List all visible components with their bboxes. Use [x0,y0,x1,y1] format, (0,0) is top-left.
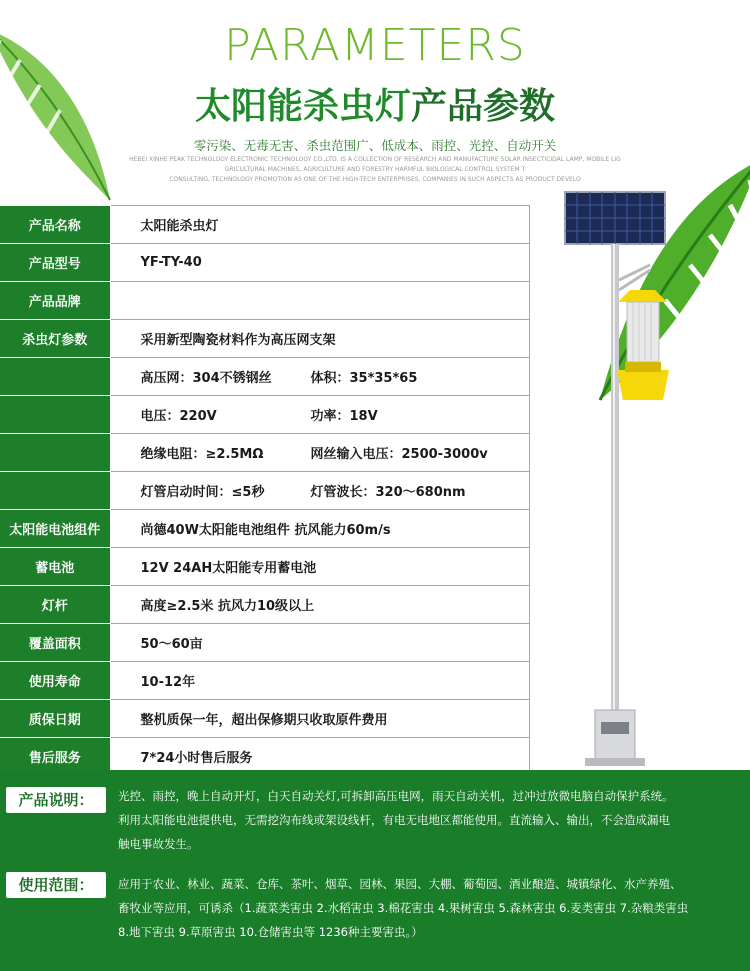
row-value-a: 灯管启动时间：≤5秒 [140,485,265,500]
row-value [110,358,530,396]
row-value: YF-TY-40 [110,244,530,282]
row-key: 杀虫灯参数 [0,320,110,358]
usage-line: 应用于农业、林业、蔬菜、仓库、茶叶、烟草、园林、果园、大棚、葡萄园、酒业酿造、城镇绿化、水产养殖、 [118,877,682,891]
row-key: 质保日期 [0,700,110,738]
header [0,0,750,200]
description-line: 光控、雨控，晚上自动开灯，白天自动关灯,可拆卸高压电网，雨天自动关机，过冲过放微电脑自动保护系统。 [118,789,674,803]
table-row [0,662,530,700]
fine-print-line-3: CONSULTING, TECHNOLOGY PROMOTION AS ONE OF THE HIGH-TECH ENTERPRISES, COMPANIES IN SUCH ASPECTS AS PRODUCT DEVELO [169,176,581,183]
usage-label: 使用范围： [6,872,106,898]
row-value: 整机质保一年，超出保修期只收取原件费用 [110,700,530,738]
row-value-a: 绝缘电阻：≥2.5MΩ [140,447,264,462]
description-line: 利用太阳能电池提供电，无需挖沟布线或架设线杆，有电无电地区都能使用。直流输入、输出，不会造成漏电 [118,813,670,827]
table-row [0,548,530,586]
row-value-b: 体积：35*35*65 [310,371,418,386]
row-key: 售后服务 [0,738,110,776]
title-chinese [0,78,750,129]
row-value: 太阳能杀虫灯 [110,206,530,244]
fine-print-line-1: HEBEI XINHE PEAK TECHNOLOGY ELECTRONIC TECHNOLOGY CO.,LTD. IS A COLLECTION OF RESEARCH AND MANUFACTURE SOLAR INSECTICIDAL LAMP, MOBILE LIG [129,156,621,163]
table-row [0,472,530,510]
table-row [0,396,530,434]
title-chinese-params: 产品参数 [411,86,556,127]
description-line: 触电事故发生。 [118,837,199,851]
description-text [118,784,738,808]
table-row [0,624,530,662]
table-row [0,358,530,396]
row-value: 12V 24AH太阳能专用蓄电池 [110,548,530,586]
lamp-head-icon [617,290,669,400]
usage-text [118,872,738,944]
table-row [0,434,530,472]
info-section [0,770,750,971]
row-value-a: 高压网：304不锈钢丝 [140,371,272,386]
row-key: 蓄电池 [0,548,110,586]
usage-line: 8.地下害虫 9.草原害虫 10.仓储害虫等 1236种主要害虫。） [118,925,423,939]
row-key [0,472,110,510]
row-key: 使用寿命 [0,662,110,700]
row-key [0,358,110,396]
row-value: 50～60亩 [110,624,530,662]
row-key: 灯杆 [0,586,110,624]
row-value: 尚德40W太阳能电池组件 抗风能力60m/s [110,510,530,548]
subtitle: 零污染、无毒无害、杀虫范围广、低成本、雨控、光控、自动开关 [193,138,557,153]
row-key: 太阳能电池组件 [0,510,110,548]
table-row [0,282,530,320]
row-value [110,434,530,472]
table-row [0,586,530,624]
solar-panel-icon [565,192,665,244]
row-value: 10-12年 [110,662,530,700]
row-value-b: 网丝输入电压：2500-3000v [310,447,488,462]
row-key: 产品品牌 [0,282,110,320]
table-row [0,206,530,244]
description-label: 产品说明： [6,787,106,813]
row-value [110,396,530,434]
row-value: 高度≥2.5米 抗风力10级以上 [110,586,530,624]
row-value [110,472,530,510]
row-value-b: 灯管波长：320～680nm [310,485,466,500]
row-value: 采用新型陶瓷材料作为高压网支架 [110,320,530,358]
table-row [0,700,530,738]
table-row [0,320,530,358]
solar-insect-lamp-image [555,190,675,770]
parameter-table [0,205,530,776]
row-key: 覆盖面积 [0,624,110,662]
row-key [0,396,110,434]
table-row [0,244,530,282]
row-key: 产品型号 [0,244,110,282]
table-row [0,510,530,548]
battery-box-icon [585,710,645,766]
row-key [0,434,110,472]
description-text-cont [118,808,738,856]
row-value [110,282,530,320]
row-value-a: 电压：220V [140,409,217,424]
title-chinese-product: 太阳能杀虫灯 [194,86,411,127]
title-english: PARAMETERS [224,20,526,71]
fine-print-line-2: GRICULTURAL MACHINES, AGRICULTURE AND FORESTRY HARMFUL BIOLOGICAL CONTROL SYSTEM T [224,166,526,173]
usage-line: 畜牧业等应用，可诱杀（1.蔬菜类害虫 2.水稻害虫 3.棉花害虫 4.果树害虫 5.森林害虫 6.麦类害虫 7.杂粮类害虫 [118,901,689,915]
row-value: 7*24小时售后服务 [110,738,530,776]
row-key: 产品名称 [0,206,110,244]
row-value-b: 功率：18V [310,409,378,424]
